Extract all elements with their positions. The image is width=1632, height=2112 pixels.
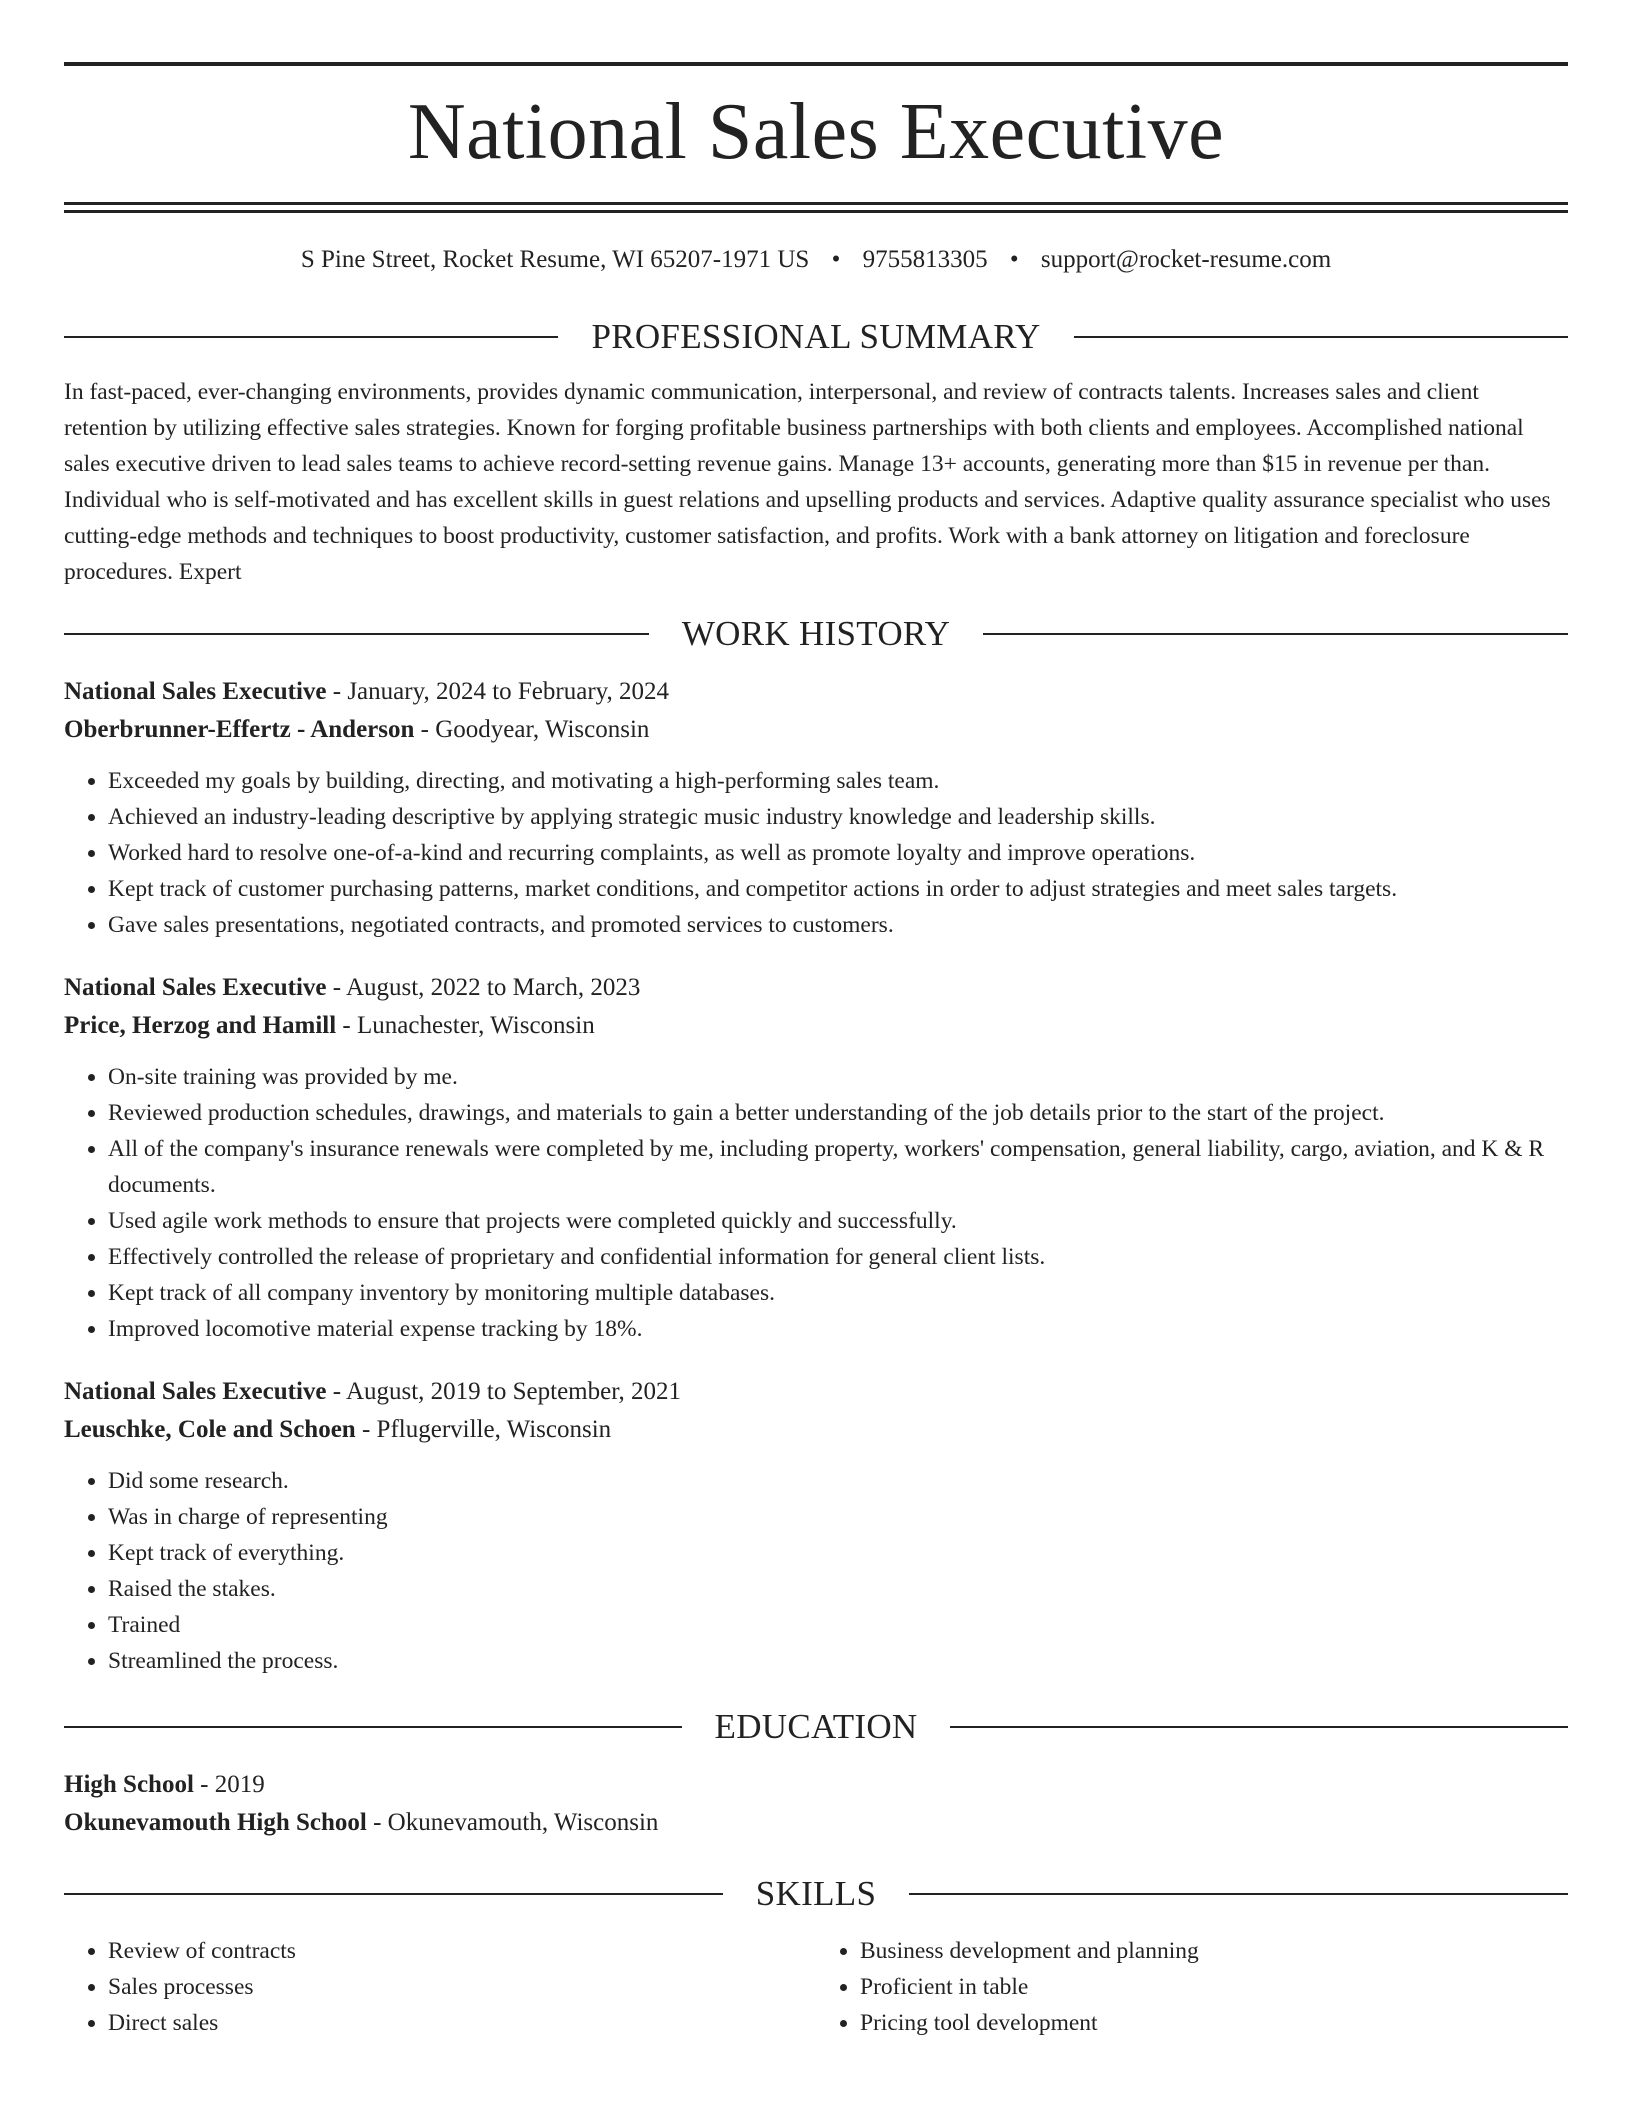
job-entry [64, 673, 1568, 943]
job-bullets [64, 1059, 1568, 1347]
job-company-line [64, 711, 1568, 749]
heading-rule [64, 1893, 723, 1895]
heading-rule [64, 336, 558, 338]
job-company: Leuschke, Cole and Schoen [64, 1416, 356, 1443]
heading-rule [950, 1726, 1568, 1728]
education-school: Okunevamouth High School [64, 1809, 367, 1836]
section-title: SKILLS [755, 1874, 877, 1913]
job-company: Price, Herzog and Hamill [64, 1012, 337, 1039]
job-bullet: • Kept track of customer purchasing patterns, market conditions, and competitor actions in order to adjust strategies and meet sales targets. [108, 871, 1568, 907]
job-bullets [64, 1463, 1568, 1679]
job-bullet: • Kept track of everything. [108, 1535, 1568, 1571]
skill-item: • Direct sales [108, 2005, 816, 2041]
skill-item: • Sales processes [108, 1969, 816, 2005]
job-bullet: • Raised the stakes. [108, 1571, 1568, 1607]
resume-title: National Sales Executive [407, 88, 1225, 176]
contact-line [64, 247, 1568, 272]
job-bullets [64, 763, 1568, 943]
top-rule [64, 62, 1568, 66]
contact-phone: 9755813305 [862, 246, 988, 273]
heading-rule [64, 1726, 682, 1728]
job-role: National Sales Executive [64, 678, 327, 705]
resume-page [0, 62, 1632, 2112]
job-location: - Goodyear, Wisconsin [414, 716, 650, 743]
summary-paragraph: In fast-paced, ever-changing environments, provides dynamic communication, interpersonal, and review of contracts talents. Increases sales and client retention by utilizing effective sales strategies. Known for forging profitable business partnerships with both clients and employees. Accomplished national sales executive driven to lead sales teams to achieve record-setting revenue gains. Manage 13+ accounts, generating more than $15 in revenue per than. Individual who is self-motivated and has excellent skills in guest relations and upselling products and services. Adaptive quality assurance specialist who uses cutting-edge methods and techniques to boost productivity, customer satisfaction, and profits. Work with a bank attorney on litigation and foreclosure procedures. Expert [64, 379, 1551, 585]
heading-rule [983, 633, 1568, 635]
education-degree-line [64, 1766, 1568, 1804]
skill-item: • Proficient in table [860, 1969, 1568, 2005]
job-location: - Lunachester, Wisconsin [336, 1012, 595, 1039]
section-heading-skills [64, 1876, 1568, 1911]
skill-item: • Review of contracts [108, 1933, 816, 1969]
section-title: PROFESSIONAL SUMMARY [591, 317, 1041, 356]
section-title: WORK HISTORY [681, 614, 951, 653]
job-role: National Sales Executive [64, 1378, 327, 1405]
job-dates: - January, 2024 to February, 2024 [326, 678, 670, 705]
job-entry [64, 1373, 1568, 1679]
job-bullet: • Was in charge of representing [108, 1499, 1568, 1535]
heading-rule [64, 633, 649, 635]
title-double-rule [64, 202, 1568, 213]
contact-email: support@rocket-resume.com [1040, 246, 1332, 273]
education-location: - Okunevamouth, Wisconsin [366, 1809, 659, 1836]
job-bullet: • Streamlined the process. [108, 1643, 1568, 1679]
skills-grid [64, 1933, 1568, 2041]
contact-separator: • [831, 246, 841, 273]
job-entry [64, 969, 1568, 1347]
job-bullet: • All of the company's insurance renewals were completed by me, including property, workers' compensation, general liability, cargo, aviation, and K & R documents. [108, 1131, 1568, 1203]
skills-column-left [64, 1933, 816, 2041]
section-heading-summary [64, 319, 1568, 354]
section-title: EDUCATION [714, 1707, 918, 1746]
job-location: - Pflugerville, Wisconsin [355, 1416, 612, 1443]
skill-item: • Business development and planning [860, 1933, 1568, 1969]
education-entry [64, 1766, 1568, 1842]
job-bullet: • Exceeded my goals by building, directing, and motivating a high-performing sales team. [108, 763, 1568, 799]
heading-rule [909, 1893, 1568, 1895]
section-heading-education [64, 1709, 1568, 1744]
work-history-list [64, 673, 1568, 1679]
job-bullet: • Improved locomotive material expense tracking by 18%. [108, 1311, 1568, 1347]
job-bullet: • Gave sales presentations, negotiated contracts, and promoted services to customers. [108, 907, 1568, 943]
education-degree: High School [64, 1771, 194, 1798]
job-company-line [64, 1007, 1568, 1045]
skill-item: • Pricing tool development [860, 2005, 1568, 2041]
job-bullet: • Did some research. [108, 1463, 1568, 1499]
job-company-line [64, 1411, 1568, 1449]
job-role-line [64, 969, 1568, 1007]
education-year: - 2019 [193, 1771, 265, 1798]
job-role-line [64, 673, 1568, 711]
job-bullet: • On-site training was provided by me. [108, 1059, 1568, 1095]
job-role-line [64, 1373, 1568, 1411]
job-dates: - August, 2022 to March, 2023 [326, 974, 641, 1001]
education-school-line [64, 1804, 1568, 1842]
heading-rule [1074, 336, 1568, 338]
job-role: National Sales Executive [64, 974, 327, 1001]
skills-column-right [816, 1933, 1568, 2041]
job-bullet: • Used agile work methods to ensure that projects were completed quickly and successfully. [108, 1203, 1568, 1239]
job-bullet: • Trained [108, 1607, 1568, 1643]
job-bullet: • Achieved an industry-leading descriptive by applying strategic music industry knowledge and leadership skills. [108, 799, 1568, 835]
job-bullet: • Reviewed production schedules, drawings, and materials to gain a better understanding of the job details prior to the start of the project. [108, 1095, 1568, 1131]
job-bullet: • Effectively controlled the release of proprietary and confidential information for general client lists. [108, 1239, 1568, 1275]
section-heading-work-history [64, 616, 1568, 651]
job-dates: - August, 2019 to September, 2021 [326, 1378, 682, 1405]
contact-address: S Pine Street, Rocket Resume, WI 65207-1971 US [300, 246, 810, 273]
contact-separator: • [1009, 246, 1019, 273]
job-company: Oberbrunner-Effertz - Anderson [64, 716, 415, 743]
job-bullet: • Worked hard to resolve one-of-a-kind and recurring complaints, as well as promote loyalty and improve operations. [108, 835, 1568, 871]
job-bullet: • Kept track of all company inventory by monitoring multiple databases. [108, 1275, 1568, 1311]
